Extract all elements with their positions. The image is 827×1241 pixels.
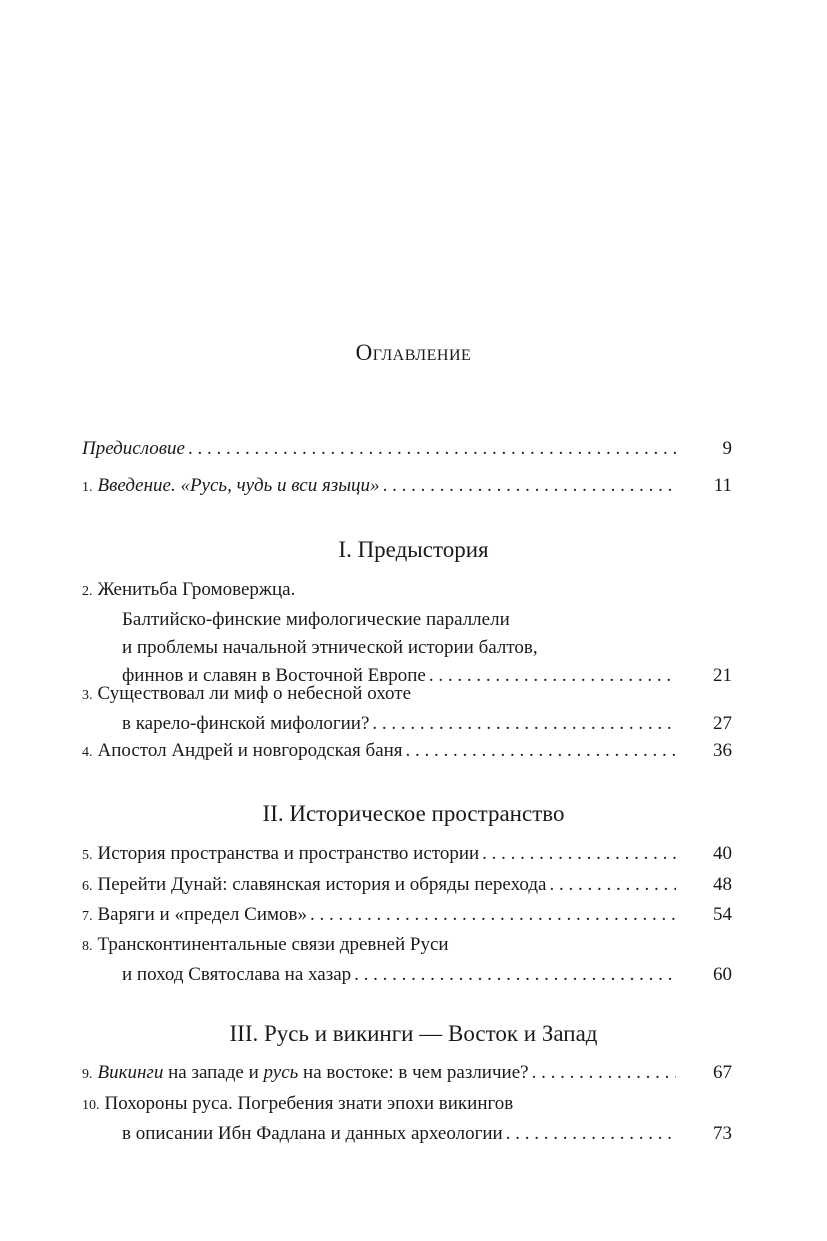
entry-number: 3. (82, 688, 93, 703)
page-number: 11 (713, 475, 732, 496)
toc-entry-preface[interactable] (82, 435, 732, 463)
entry-number: 6. (82, 879, 93, 894)
entry-title: Введение. «Русь, чудь и вси языци» (97, 475, 380, 496)
toc-entry-6[interactable] (82, 871, 732, 901)
leader-dots (406, 737, 676, 765)
leader-dots (506, 1120, 676, 1148)
page-number: 60 (713, 964, 732, 985)
entry-number: 7. (82, 909, 93, 924)
entry-number: 9. (82, 1067, 93, 1082)
section-title-part-3: III. Русь и викинги — Восток и Запад (229, 1021, 598, 1046)
entry-title: Предисловие (82, 438, 185, 459)
toc-entry-5[interactable] (82, 840, 732, 870)
entry-number: 5. (82, 848, 93, 863)
toc-entry-3[interactable] (82, 680, 732, 738)
toc-entry-8[interactable] (82, 931, 732, 989)
leader-dots (188, 435, 676, 463)
section-title-part-2: II. Историческое пространство (262, 801, 565, 826)
entry-title-line: Трансконтинентальные связи древней Руси (97, 934, 449, 955)
entry-title-line: и проблемы начальной этнической истории балтов, (122, 637, 538, 658)
toc-entry-10[interactable] (82, 1090, 732, 1148)
toc-entry-9[interactable] (82, 1059, 732, 1089)
page-number: 9 (722, 438, 732, 459)
entry-title-italic: Викинги (97, 1062, 164, 1083)
page-number: 67 (713, 1062, 732, 1083)
entry-title-line: Похороны руса. Погребения знати эпохи викингов (104, 1093, 514, 1114)
leader-dots (532, 1059, 676, 1087)
leader-dots (310, 901, 676, 929)
entry-title-line: в карело-финской мифологии? (122, 713, 370, 734)
entry-title-italic: русь (263, 1062, 299, 1083)
entry-title-text: на западе и (163, 1062, 264, 1083)
page-number: 73 (713, 1123, 732, 1144)
page-number: 40 (713, 843, 732, 864)
entry-number: 4. (82, 745, 93, 760)
toc-entry-2[interactable] (82, 576, 732, 690)
leader-dots (354, 961, 676, 989)
page-number: 27 (713, 713, 732, 734)
page-number: 54 (713, 904, 732, 925)
entry-title-line: Женитьба Громовержца. (97, 579, 296, 600)
entry-title-line: Перейти Дунай: славянская история и обряды перехода (97, 874, 547, 895)
page-number: 48 (713, 874, 732, 895)
entry-title-line: и поход Святослава на хазар (122, 964, 352, 985)
page-number: 36 (713, 740, 732, 761)
leader-dots (383, 472, 676, 500)
entry-number: 2. (82, 584, 93, 599)
entry-title-line: Варяги и «предел Симов» (97, 904, 307, 925)
page-title: Оглавление (355, 340, 472, 365)
leader-dots (372, 710, 676, 738)
entry-number: 8. (82, 939, 93, 954)
entry-number: 1. (82, 480, 93, 495)
toc-entry-7[interactable] (82, 901, 732, 931)
entry-title-line: История пространства и пространство истории (97, 843, 480, 864)
toc-entry-introduction[interactable] (82, 472, 732, 502)
entry-title-line: Балтийско-финские мифологические параллели (122, 609, 510, 630)
entry-title-line: в описании Ибн Фадлана и данных археологии (122, 1123, 503, 1144)
entry-title-line: финнов и славян в Восточной Европе (122, 665, 426, 686)
entry-title-text: на востоке: в чем различие? (298, 1062, 529, 1083)
entry-title-line: Апостол Андрей и новгородская баня (97, 740, 403, 761)
leader-dots (482, 840, 676, 868)
entry-title-line: Существовал ли миф о небесной охоте (97, 683, 411, 704)
section-title-part-1: I. Предыстория (338, 537, 489, 562)
page-number: 21 (713, 665, 732, 686)
leader-dots (549, 871, 676, 899)
toc-entry-4[interactable] (82, 737, 732, 767)
entry-number: 10. (82, 1098, 100, 1113)
